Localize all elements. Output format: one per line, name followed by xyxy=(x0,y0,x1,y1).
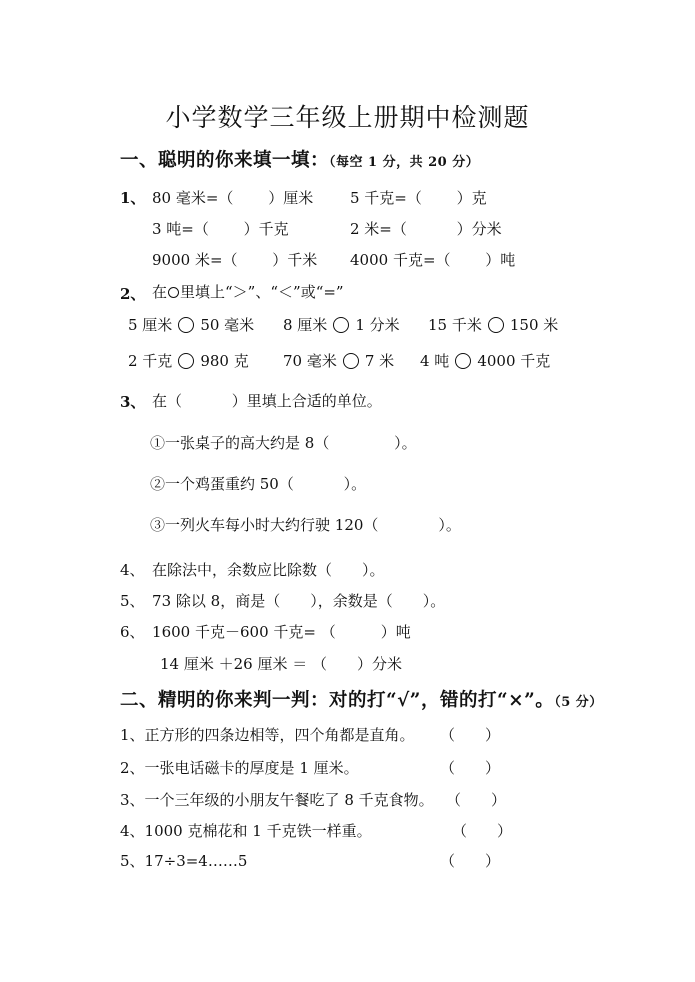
circle-icon xyxy=(488,317,504,333)
q2-text-after: 里填上“＞”、“＜”或“=” xyxy=(180,283,344,301)
q6b-text: 14 厘米 ＋26 厘米 ＝ （ ）分米 xyxy=(160,655,403,673)
q1-item-3: 3 吨=（ ）千克 xyxy=(152,220,289,238)
q1-item-4: 2 米=（ ）分米 xyxy=(350,220,502,238)
q2-text-before: 在 xyxy=(152,283,168,301)
q6-text: 6、 1600 千克－600 千克= （ ）吨 xyxy=(120,623,411,641)
q3-instruction: 在（ ）里填上合适的单位。 xyxy=(152,392,382,410)
compare-right: 1 分米 xyxy=(355,316,400,334)
compare-left: 2 千克 xyxy=(128,352,173,370)
compare-right: 980 克 xyxy=(200,352,249,370)
q1-item-2: 5 千克=（ ）克 xyxy=(350,189,487,207)
judge-item-2: 2、一张电话磁卡的厚度是 1 厘米。 xyxy=(120,759,359,777)
section2-heading xyxy=(120,686,603,712)
circle-icon xyxy=(333,317,349,333)
section2-heading-text: 二、精明的你来判一判：对的打“√”，错的打“×”。 xyxy=(120,690,555,711)
section1-heading-text: 一、聪明的你来填一填： xyxy=(120,150,330,171)
q1-item-5: 9000 米=（ ）千米 xyxy=(152,251,318,269)
q2-row2-item-3 xyxy=(420,350,550,371)
q2-row2-item-1 xyxy=(128,350,249,371)
compare-left: 8 厘米 xyxy=(283,316,328,334)
q1-number: 1、 xyxy=(120,189,146,207)
q2-row2-item-2 xyxy=(283,350,394,371)
compare-right: 50 毫米 xyxy=(200,316,255,334)
circle-icon xyxy=(178,317,194,333)
q3-item-2: ②一个鸡蛋重约 50（ ）。 xyxy=(150,475,367,493)
q2-row1-item-3 xyxy=(428,314,558,335)
section2-note: （5 分） xyxy=(554,695,603,710)
q2-instruction xyxy=(152,281,344,302)
compare-left: 5 厘米 xyxy=(128,316,173,334)
q1-item-1: 80 毫米=（ ）厘米 xyxy=(152,189,314,207)
q2-row1-item-2 xyxy=(283,314,400,335)
compare-right: 4000 千克 xyxy=(477,352,551,370)
section1-note: （每空 1 分，共 20 分） xyxy=(329,155,480,170)
q3-item-3: ③一列火车每小时大约行驶 120（ ）。 xyxy=(150,516,461,534)
q3-item-1: ①一张桌子的高大约是 8（ ）。 xyxy=(150,434,417,452)
judge-blank-2: （ ） xyxy=(440,759,501,777)
q4-text: 4、 在除法中，余数应比除数（ ）。 xyxy=(120,561,385,579)
circle-icon xyxy=(455,353,471,369)
judge-blank-4: （ ） xyxy=(452,822,513,840)
compare-right: 7 米 xyxy=(364,352,395,370)
q3-number: 3、 xyxy=(120,393,146,411)
circle-icon xyxy=(168,287,179,298)
circle-icon xyxy=(343,353,359,369)
judge-item-4: 4、1000 克棉花和 1 千克铁一样重。 xyxy=(120,822,372,840)
judge-item-5: 5、17÷3=4……5 xyxy=(120,852,248,870)
section1-heading xyxy=(120,146,479,172)
judge-item-3: 3、一个三年级的小朋友午餐吃了 8 千克食物。 xyxy=(120,791,434,809)
judge-blank-3: （ ） xyxy=(446,791,507,809)
compare-left: 70 毫米 xyxy=(283,352,337,370)
judge-blank-1: （ ） xyxy=(440,726,501,744)
circle-icon xyxy=(178,353,194,369)
compare-left: 15 千米 xyxy=(428,316,482,334)
page-title: 小学数学三年级上册期中检测题 xyxy=(165,103,530,132)
q2-row1-item-1 xyxy=(128,314,254,335)
compare-left: 4 吨 xyxy=(420,352,450,370)
q2-number: 2、 xyxy=(120,285,146,303)
compare-right: 150 米 xyxy=(509,316,559,334)
q1-item-6: 4000 千克=（ ）吨 xyxy=(350,251,516,269)
q5-text: 5、 73 除以 8，商是（ ），余数是（ ）。 xyxy=(120,592,446,610)
judge-item-1: 1、正方形的四条边相等，四个角都是直角。 xyxy=(120,726,415,744)
judge-blank-5: （ ） xyxy=(440,852,501,870)
